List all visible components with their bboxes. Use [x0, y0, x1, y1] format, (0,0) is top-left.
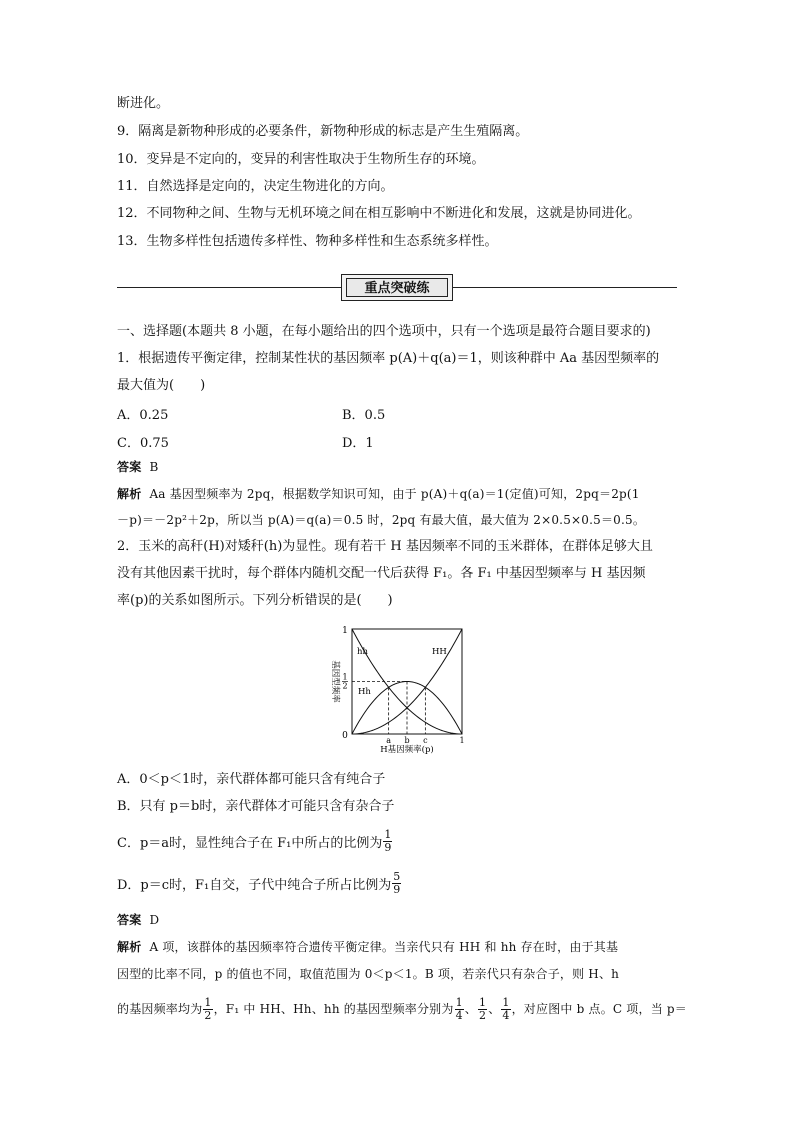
- x-tick-label: c: [423, 736, 428, 745]
- y-tick-label: 2: [342, 681, 348, 691]
- x-tick-label: a: [386, 736, 392, 745]
- separator: 、: [464, 1002, 477, 1016]
- section-rule-right: [453, 287, 677, 288]
- option-text: C．p＝a时，显性纯合子在 F₁中所占的比例为: [117, 835, 383, 851]
- q1-analysis-cont: －p)＝－2p²＋2p，所以当 p(A)＝q(a)＝0.5 时，2pq 有最大值，最大值为 2×0.5×0.5＝0.5。: [117, 513, 646, 527]
- analysis-text: ，对应图中 b 点。C 项，当 p＝: [511, 1002, 687, 1016]
- numerator: 1: [478, 995, 487, 1009]
- fraction: [203, 997, 212, 1022]
- fraction: [383, 829, 392, 854]
- numerator: 1: [502, 995, 510, 1009]
- fraction: [478, 997, 487, 1022]
- denominator: 4: [455, 1008, 463, 1022]
- numerator: 5: [393, 869, 401, 883]
- q2-option-c: [117, 824, 393, 858]
- text-line: 13．生物多样性包括遗传多样性、物种多样性和生态系统多样性。: [117, 234, 498, 249]
- numerator: 1: [384, 827, 392, 841]
- q2-option-b: B．只有 p＝b时，亲代群体才可能只含有杂合子: [117, 799, 395, 814]
- q1-analysis: [117, 486, 640, 502]
- text-line: 12．不同物种之间、生物与无机环境之间在相互影响中不断进化和发展，这就是协同进化。: [117, 206, 641, 221]
- analysis-label: 解析: [117, 940, 142, 954]
- q2-option-a: A．0＜p＜1时，亲代群体都可能只含有纯合子: [117, 772, 386, 787]
- fraction: [501, 997, 510, 1022]
- answer-label: 答案: [117, 460, 142, 474]
- text-line: 10．变异是不定向的，变异的利害性取决于生物所生存的环境。: [117, 152, 485, 167]
- q2-analysis-cont: 因型的比率不同，p 的值也不同，取值范围为 0＜p＜1。B 项，若亲代只有杂合子，则 H、h: [117, 967, 620, 981]
- section-banner: [341, 274, 453, 301]
- q1-answer: [117, 459, 158, 475]
- denominator: 9: [393, 882, 401, 896]
- analysis-text: ，F₁ 中 HH、Hh、hh 的基因型频率分别为: [213, 1002, 454, 1016]
- answer-label: 答案: [117, 913, 142, 927]
- q2-analysis: [117, 939, 618, 955]
- part-header: 一、选择题(本题共 8 小题，在每小题给出的四个选项中，只有一个选项是最符合题目要求的): [117, 324, 651, 339]
- x-axis-title: H基因频率(p): [380, 745, 434, 755]
- analysis-text: 的基因频率均为: [117, 1002, 203, 1016]
- section-title: 重点突破练: [346, 278, 448, 297]
- answer-value: B: [149, 460, 159, 474]
- y-tick-label: 1: [342, 672, 348, 682]
- q2-stem: 没有其他因素干扰时，每个群体内随机交配一代后获得 F₁。各 F₁ 中基因型频率与 H 基因频: [117, 566, 646, 581]
- q1-stem: 最大值为( ): [117, 378, 206, 393]
- genotype-frequency-chart: [320, 620, 480, 756]
- q2-answer: [117, 912, 159, 928]
- analysis-label: 解析: [117, 487, 142, 501]
- option-text: D．p＝c时，F₁自交，子代中纯合子所占比例为: [117, 877, 392, 893]
- numerator: 1: [204, 995, 212, 1009]
- q1-option-b: B．0.5: [342, 408, 386, 423]
- q1-option-d: D．1: [342, 436, 374, 451]
- x-tick-label: b: [404, 736, 410, 745]
- text-line: 断进化。: [117, 96, 170, 111]
- fraction: [392, 871, 401, 896]
- q2-stem: 率(p)的关系如图所示。下列分析错误的是( ): [117, 593, 393, 608]
- denominator: 2: [204, 1008, 212, 1022]
- q2-option-d: [117, 866, 402, 900]
- separator: 、: [488, 1002, 501, 1016]
- q1-option-c: C．0.75: [117, 436, 169, 451]
- q1-stem: 1．根据遗传平衡定律，控制某性状的基因频率 p(A)＋q(a)＝1，则该种群中 Aa 基因型频率的: [117, 351, 660, 366]
- answer-value: D: [149, 913, 160, 927]
- series-label-HH: HH: [432, 647, 447, 657]
- fraction: [455, 997, 464, 1022]
- denominator: 2: [478, 1008, 487, 1022]
- analysis-text: A 项，该群体的基因频率符合遗传平衡定律。当亲代只有 HH 和 hh 存在时，由于其基: [149, 940, 619, 954]
- series-label-hh: hh: [357, 647, 368, 657]
- section-rule-left: [117, 287, 341, 288]
- text-line: 9．隔离是新物种形成的必要条件，新物种形成的标志是产生生殖隔离。: [117, 124, 529, 139]
- denominator: 9: [384, 840, 392, 854]
- denominator: 4: [502, 1008, 510, 1022]
- y-tick-label: 1: [342, 626, 348, 636]
- text-line: 11．自然选择是定向的，决定生物进化的方向。: [117, 179, 394, 194]
- y-axis-title: 基因型频率: [330, 660, 340, 703]
- series-label-Hh: Hh: [358, 687, 371, 697]
- q1-option-a: A．0.25: [117, 408, 169, 423]
- analysis-text: Aa 基因型频率为 2pq，根据数学知识可知，由于 p(A)＋q(a)＝1(定值)可知，2pq＝2p(1: [149, 487, 640, 501]
- origin-label: 0: [342, 731, 348, 741]
- x-tick-label: 1: [459, 736, 465, 745]
- q2-stem: 2．玉米的高秆(H)对矮秆(h)为显性。现有若干 H 基因频率不同的玉米群体，在群体足够大且: [117, 539, 653, 554]
- numerator: 1: [455, 995, 463, 1009]
- q2-analysis-cont: [117, 992, 687, 1026]
